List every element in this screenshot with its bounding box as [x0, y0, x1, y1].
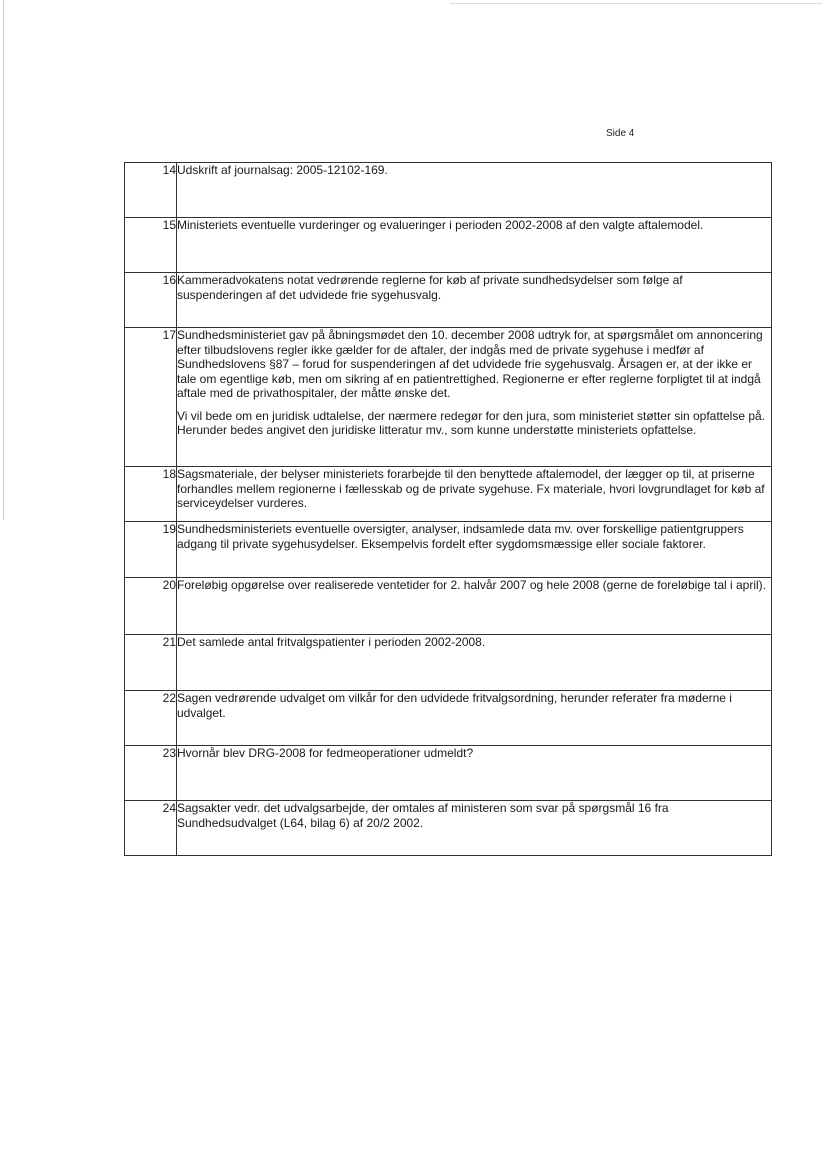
row-paragraph: Sagsakter vedr. det udvalgsarbejde, der omtales af ministeren som svar på spørgsmål 16 fra Sundhedsudvalget (L64, bilag 6) af 20/2 2002.	[177, 801, 669, 830]
table-row	[125, 328, 772, 467]
row-number: 15	[125, 218, 177, 273]
row-text-cell	[177, 163, 772, 218]
table-row	[125, 522, 772, 578]
row-paragraph: Sagen vedrørende udvalget om vilkår for den udvidede fritvalgsordning, herunder referater fra møderne i udvalget.	[177, 691, 732, 720]
row-text-cell	[177, 635, 772, 691]
row-paragraph: Foreløbig opgørelse over realiserede ventetider for 2. halvår 2007 og hele 2008 (gerne de foreløbige tal i april).	[177, 578, 766, 592]
row-number: 21	[125, 635, 177, 691]
row-text-cell	[177, 691, 772, 746]
row-number: 22	[125, 691, 177, 746]
row-number: 23	[125, 746, 177, 801]
request-table	[124, 162, 772, 856]
row-text-cell	[177, 467, 772, 522]
row-number: 17	[125, 328, 177, 467]
row-paragraph: Udskrift af journalsag: 2005-12102-169.	[177, 163, 388, 177]
row-text-cell	[177, 801, 772, 856]
row-number: 19	[125, 522, 177, 578]
table-row	[125, 578, 772, 635]
row-paragraph: Ministeriets eventuelle vurderinger og evalueringer i perioden 2002-2008 af den valgte aftalemodel.	[177, 218, 704, 232]
row-text-cell	[177, 522, 772, 578]
row-text-cell	[177, 328, 772, 467]
row-number: 14	[125, 163, 177, 218]
table-row	[125, 635, 772, 691]
table-row	[125, 691, 772, 746]
row-number: 16	[125, 273, 177, 328]
row-number: 18	[125, 467, 177, 522]
row-paragraph: Sundhedsministeriets eventuelle oversigter, analyser, indsamlede data mv. over forskellige patientgruppers adgang til private sygehusydelser. Eksempelvis fordelt efter sygdomsmæssige eller sociale faktorer.	[177, 522, 744, 551]
row-paragraph: Kammeradvokatens notat vedrørende reglerne for køb af private sundhedsydelser som følge af suspenderingen af det udvidede frie sygehusvalg.	[177, 273, 683, 302]
table-row	[125, 746, 772, 801]
row-paragraph: Sundhedsministeriet gav på åbningsmødet den 10. december 2008 udtryk for, at spørgsmålet om annoncering efter tilbudslovens regler ikke gælder for de aftaler, der indgås med de private sygehuse i medfør af Sundhedslovens §87 – forud for suspenderingen af det udvidede frie sygehusvalg. Årsagen er, at der ikke er tale om egentlige køb, men om sikring af en patientrettighed. Regionerne er efter reglerne forpligtet til at indgå aftale med de privathospitaler, der måtte ønske det.	[177, 328, 763, 400]
row-number: 24	[125, 801, 177, 856]
table-row	[125, 218, 772, 273]
row-paragraph: Det samlede antal fritvalgspatienter i perioden 2002-2008.	[177, 635, 486, 649]
row-paragraph: Hvornår blev DRG-2008 for fedmeoperationer udmeldt?	[177, 746, 474, 760]
table-row	[125, 801, 772, 856]
row-text-cell	[177, 273, 772, 328]
row-text-cell	[177, 578, 772, 635]
scan-edge-left	[3, 0, 4, 520]
row-paragraph: Vi vil bede om en juridisk udtalelse, der nærmere redegør for den jura, som ministeriet støtter sin opfattelse på. Herunder bedes angivet den juridiske litteratur mv., som kunne understøtte ministeriets opfattelse.	[177, 408, 766, 437]
row-paragraph: Sagsmateriale, der belyser ministeriets forarbejde til den benyttede aftalemodel, der lægger op til, at priserne forhandles mellem regionerne i fællesskab og de private sygehuse. Fx materiale, hvori lovgrundlaget for køb af serviceydelser vurderes.	[177, 467, 765, 510]
row-text-cell	[177, 218, 772, 273]
table-row	[125, 163, 772, 218]
scan-edge-top	[450, 3, 822, 4]
page-number: Side 4	[606, 128, 635, 139]
table-row	[125, 467, 772, 522]
row-text-cell	[177, 746, 772, 801]
table-row	[125, 273, 772, 328]
row-number: 20	[125, 578, 177, 635]
